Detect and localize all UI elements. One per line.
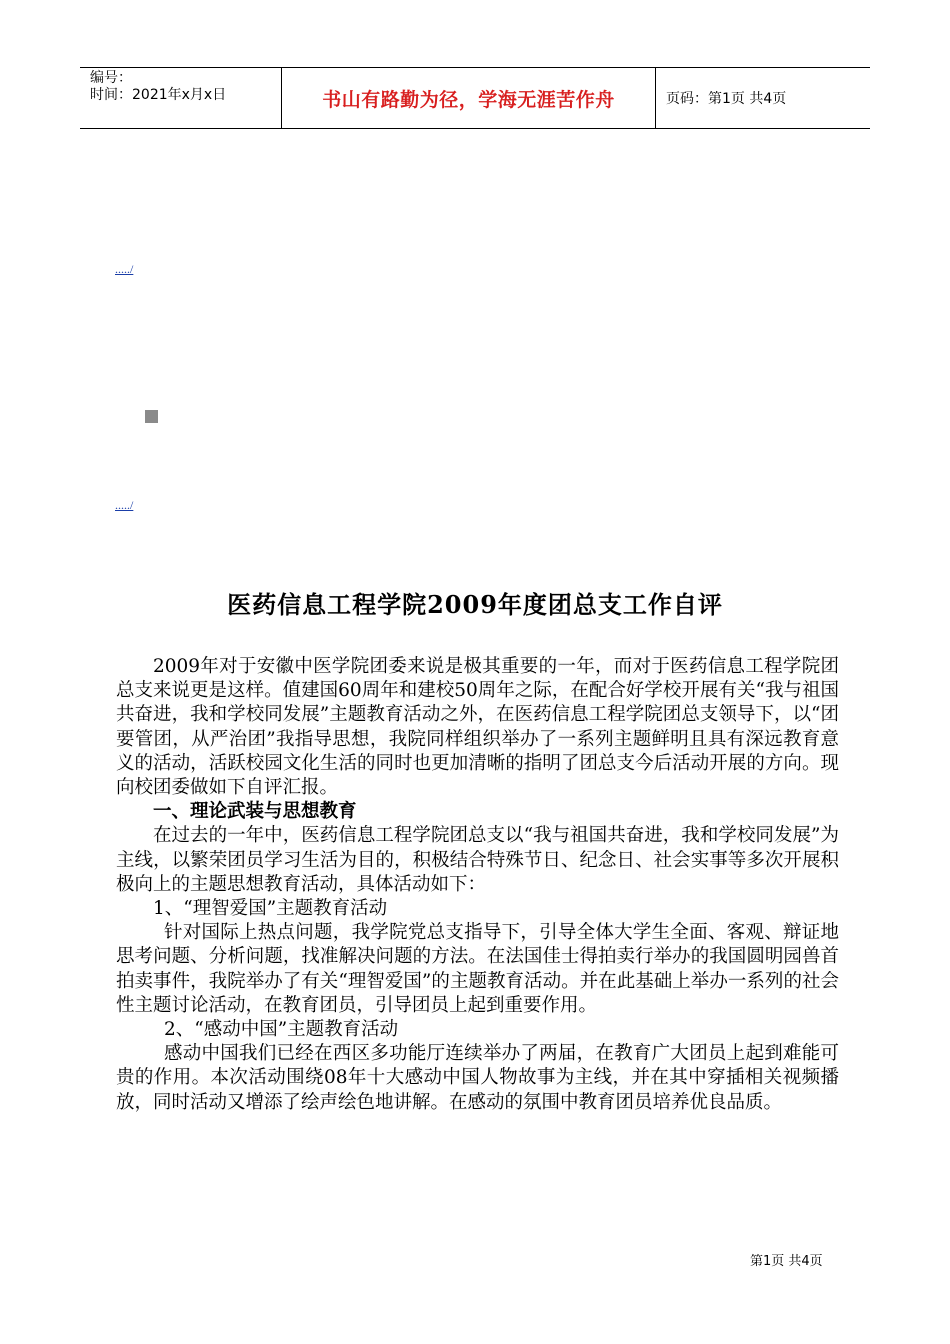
- paragraph-subsection-2: 感动中国我们已经在西区多功能厅连续举办了两届，在教育广大团员上起到难能可贵的作用。本次活动围绕08年十大感动中国人物故事为主线，并在其中穿插相关视频播放，同时活动又增添了绘声绘色地讲解。在感动的氛围中教育团员培养优良品质。: [116, 1043, 839, 1113]
- footer-page-number: 第1页 共4页: [750, 1254, 823, 1269]
- document-body: [116, 655, 839, 1115]
- square-bullet-icon: [145, 410, 158, 423]
- header-page-label: 页码：第1页 共4页: [666, 91, 787, 107]
- header-motto: 书山有路勤为径，学海无涯苦作舟: [282, 68, 656, 128]
- dots-link-top[interactable]: ...../: [115, 262, 134, 276]
- subheading-1: 1、“理智爱国”主题教育活动: [153, 898, 388, 920]
- document-header: [80, 67, 870, 129]
- time-label: 时间：2021年x月x日: [90, 87, 227, 103]
- document-title: 医药信息工程学院2009年度团总支工作自评: [227, 590, 723, 619]
- paragraph-section-1: 在过去的一年中，医药信息工程学院团总支以“我与祖国共奋进，我和学校同发展”为主线，以繁荣团员学习生活为目的，积极结合特殊节日、纪念日、社会实事等多次开展积极向上的主题思想教育活动，具体活动如下：: [116, 825, 839, 895]
- paragraph-intro: 2009年对于安徽中医学院团委来说是极其重要的一年，而对于医药信息工程学院团总支来说更是这样。值建国60周年和建校50周年之际，在配合好学校开展有关“我与祖国共奋进，我和学校同发展”主题教育活动之外，在医药信息工程学院团总支领导下，以“团要管团，从严治团”我指导思想，我院同样组织举办了一系列主题鲜明且具有深远教育意义的活动，活跃校园文化生活的同时也更加清晰的指明了团总支今后活动开展的方向。现向校团委做如下自评汇报。: [116, 656, 839, 799]
- number-label: 编号：: [90, 70, 132, 86]
- dots-link-bottom[interactable]: ...../: [115, 498, 134, 512]
- paragraph-subsection-1: 针对国际上热点问题，我学院党总支指导下，引导全体大学生全面、客观、辩证地思考问题、分析问题，找准解决问题的方法。在法国佳士得拍卖行举办的我国圆明园兽首拍卖事件，我院举办了有关“理智爱国”的主题教育活动。并在此基础上举办一系列的社会性主题讨论活动，在教育团员，引导团员上起到重要作用。: [116, 922, 839, 1016]
- section-heading-1: 一、理论武装与思想教育: [153, 801, 357, 823]
- header-meta-cell: [80, 68, 282, 128]
- subheading-2: 2、“感动中国”主题教育活动: [164, 1019, 399, 1041]
